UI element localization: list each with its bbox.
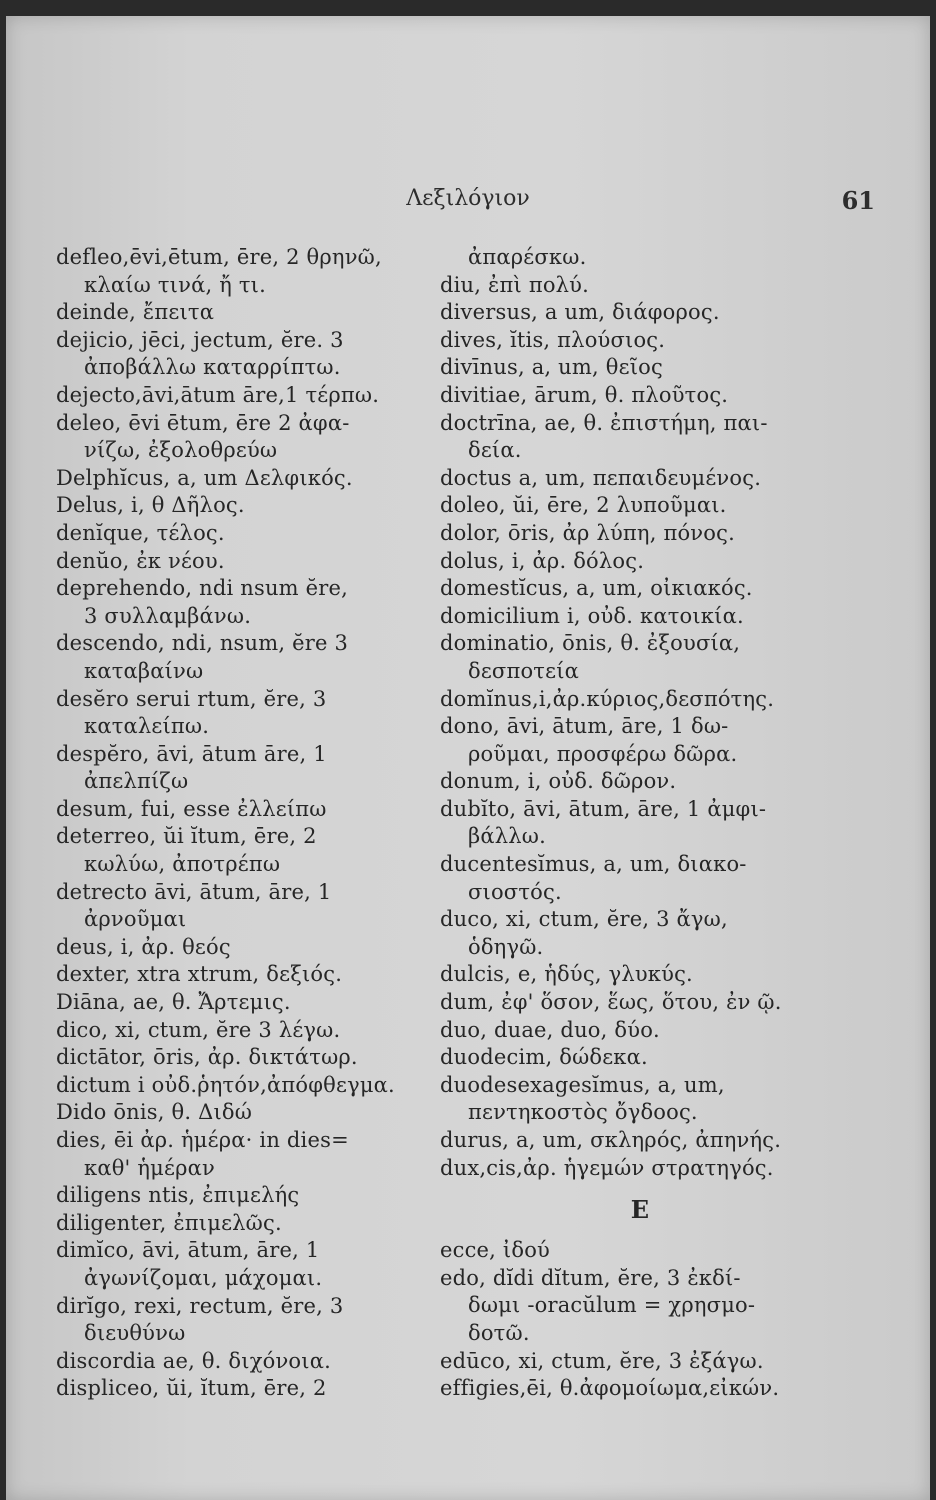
entry-line: dolus, i, ἀρ. δόλος.: [440, 548, 645, 573]
entry-line: denŭo, ἐκ νέου.: [56, 548, 225, 573]
entry-line: deterreo, ŭi ĭtum, ēre, 2: [56, 824, 317, 849]
entry-line: dictātor, ōris, ἀρ. δικτάτωρ.: [56, 1045, 358, 1070]
entry-line: καταλείπω.: [84, 714, 210, 739]
entry-line: ἀρνοῦμαι: [84, 907, 187, 932]
entry-line: durus, a, um, σκληρός, ἀπηνής.: [440, 1128, 782, 1152]
entry-line: duo, duae, duo, δύο.: [440, 1017, 660, 1042]
entry-line: doctrīna, ae, θ. ἐπιστήμη, παι-: [440, 410, 768, 435]
entry-line: diligens ntis, ἐπιμελής: [56, 1183, 300, 1208]
entry-line: dubĭto, āvi, ātum, āre, 1 ἀμφι-: [440, 796, 767, 821]
entry-line: κωλύω, ἀποτρέπω: [84, 852, 281, 877]
entry-line: ροῦμαι, προσφέρω δῶρα.: [468, 741, 738, 766]
page-title: Λεξιλόγιον: [406, 186, 530, 211]
entry-line: ὁδηγῶ.: [468, 934, 544, 959]
entry-line: ἀπαρέσκω.: [468, 245, 587, 269]
entry-line: duodecim, δώδεκα.: [440, 1045, 648, 1070]
entry-line: dexter, xtra xtrum, δεξιός.: [56, 962, 343, 987]
page-number: 61: [841, 186, 875, 215]
entry-line: despĕro, āvi, ātum āre, 1: [56, 741, 327, 766]
entry-line: dico, xi, ctum, ĕre 3 λέγω.: [56, 1017, 341, 1042]
entry-line: edo, dĭdi dĭtum, ĕre, 3 ἐκδί-: [440, 1265, 741, 1290]
entry-line: ducentesĭmus, a, um, διακο-: [440, 852, 747, 877]
entry-line: δοτῶ.: [468, 1320, 530, 1345]
entry-line: domicilium i, οὐδ. κατοικία.: [440, 603, 744, 628]
entry-line: dictum i οὐδ.ῥητόν,ἀπόφθεγμα.: [56, 1072, 395, 1097]
entry-line: καθ' ἡμέραν: [84, 1155, 215, 1180]
entry-line: 3 συλλαμβάνω.: [84, 603, 252, 628]
entry-line: displiceo, ŭi, ĭtum, ēre, 2: [56, 1376, 327, 1401]
entry-line: Dido ōnis, θ. Διδώ: [56, 1100, 253, 1125]
entry-line: deleo, ēvi ētum, ēre 2 ἀφα-: [56, 410, 350, 435]
entry-line: βάλλω.: [468, 824, 546, 849]
dictionary-page: [6, 16, 930, 1500]
entry-line: doctus a, um, πεπαιδευμένος.: [440, 465, 762, 490]
entry-line: dives, ĭtis, πλούσιος.: [440, 327, 666, 352]
entry-line: δεία.: [468, 438, 522, 463]
entry-line: detrecto āvi, ātum, āre, 1: [56, 879, 332, 904]
entry-line: dies, ēi ἀρ. ἡμέρα· in dies=: [56, 1128, 349, 1152]
entry-line: desĕro serui rtum, ĕre, 3: [56, 686, 327, 711]
entry-line: dulcis, e, ἡδύς, γλυκύς.: [440, 962, 693, 987]
entry-line: dux,cis,ἀρ. ἡγεμών στρατηγός.: [440, 1155, 774, 1180]
entry-line: deprehendo, ndi nsum ĕre,: [56, 576, 349, 601]
entry-line: dolor, ōris, ἀρ λύπη, πόνος.: [440, 520, 735, 545]
entry-line: ἀγωνίζομαι, μάχομαι.: [84, 1265, 323, 1290]
entry-line: ecce, ἰδού: [440, 1238, 551, 1263]
entry-line: δεσποτεία: [468, 658, 580, 683]
entry-line: diligenter, ἐπιμελῶς.: [56, 1210, 282, 1235]
entry-line: κλαίω τινά, ἤ τι.: [84, 272, 266, 297]
entry-line: doleo, ŭi, ēre, 2 λυποῦμαι.: [440, 493, 727, 518]
entry-line: Diāna, ae, θ. Ἄρτεμις.: [56, 990, 291, 1015]
entry-line: σιοστός.: [468, 879, 562, 904]
entry-line: diversus, a um, διάφορος.: [440, 300, 720, 325]
entry-line: καταβαίνω: [84, 658, 204, 683]
entry-line: dono, āvi, ātum, āre, 1 δω-: [440, 714, 729, 739]
entry-line: denĭque, τέλος.: [56, 520, 225, 545]
entry-line: donum, i, οὐδ. δῶρον.: [440, 769, 677, 794]
entry-line: Delus, i, θ Δῆλος.: [56, 493, 245, 518]
entry-line: deus, i, ἀρ. θεός: [56, 934, 231, 959]
entry-line: πεντηκοστὸς ὄγδοος.: [468, 1100, 698, 1125]
entry-line: deinde, ἔπειτα: [56, 300, 215, 325]
entry-line: dum, ἐφ' ὅσον, ἕως, ὅτου, ἐν ῷ.: [440, 990, 782, 1015]
right-column-entries-d: [440, 244, 840, 1182]
page-header: [6, 186, 930, 216]
entry-line: διευθύνω: [84, 1321, 186, 1346]
entry-line: divitiae, ārum, θ. πλοῦτος.: [440, 382, 729, 407]
entry-line: ἀποβάλλω καταρρίπτω.: [84, 355, 341, 380]
right-column: [440, 244, 840, 1403]
entry-line: domestĭcus, a, um, οἰκιακός.: [440, 576, 753, 601]
entry-line: dirĭgo, rexi, rectum, ĕre, 3: [56, 1293, 344, 1318]
entry-line: discordia ae, θ. διχόνοια.: [56, 1348, 331, 1373]
entry-line: Delphĭcus, a, um Δελφικός.: [56, 465, 353, 490]
entry-line: dejicio, jēci, jectum, ĕre. 3: [56, 327, 344, 352]
entry-line: νίζω, ἐξολοθρεύω: [84, 438, 278, 463]
entry-line: edūco, xi, ctum, ĕre, 3 ἐξάγω.: [440, 1348, 764, 1373]
entry-line: dominatio, ōnis, θ. ἐξουσία,: [440, 631, 741, 656]
section-letter: E: [630, 1195, 650, 1225]
entry-line: duodesexagesĭmus, a, um,: [440, 1072, 725, 1097]
entry-line: dimĭco, āvi, ātum, āre, 1: [56, 1238, 320, 1263]
entry-line: divīnus, a, um, θεῖος: [440, 355, 663, 380]
entry-line: domĭnus,i,ἀρ.κύριος,δεσπότης.: [440, 686, 775, 711]
entry-line: δωμι -oracŭlum = χρησμο-: [468, 1293, 756, 1318]
entry-line: defleo,ēvi,ētum, ēre, 2 θρηνῶ,: [56, 245, 382, 269]
right-column-entries-e: [440, 1237, 840, 1403]
entry-line: effigies,ēi, θ.ἀφομοίωμα,εἰκών.: [440, 1376, 780, 1401]
left-column: [56, 244, 436, 1403]
entry-line: dejecto,āvi,ātum āre,1 τέρπω.: [56, 382, 380, 407]
entry-line: desum, fui, esse ἐλλείπω: [56, 796, 327, 821]
entry-line: duco, xi, ctum, ĕre, 3 ἄγω,: [440, 907, 728, 932]
entry-line: descendo, ndi, nsum, ĕre 3: [56, 631, 349, 656]
entry-line: ἀπελπίζω: [84, 769, 189, 794]
entry-line: diu, ἐπὶ πολύ.: [440, 272, 590, 297]
